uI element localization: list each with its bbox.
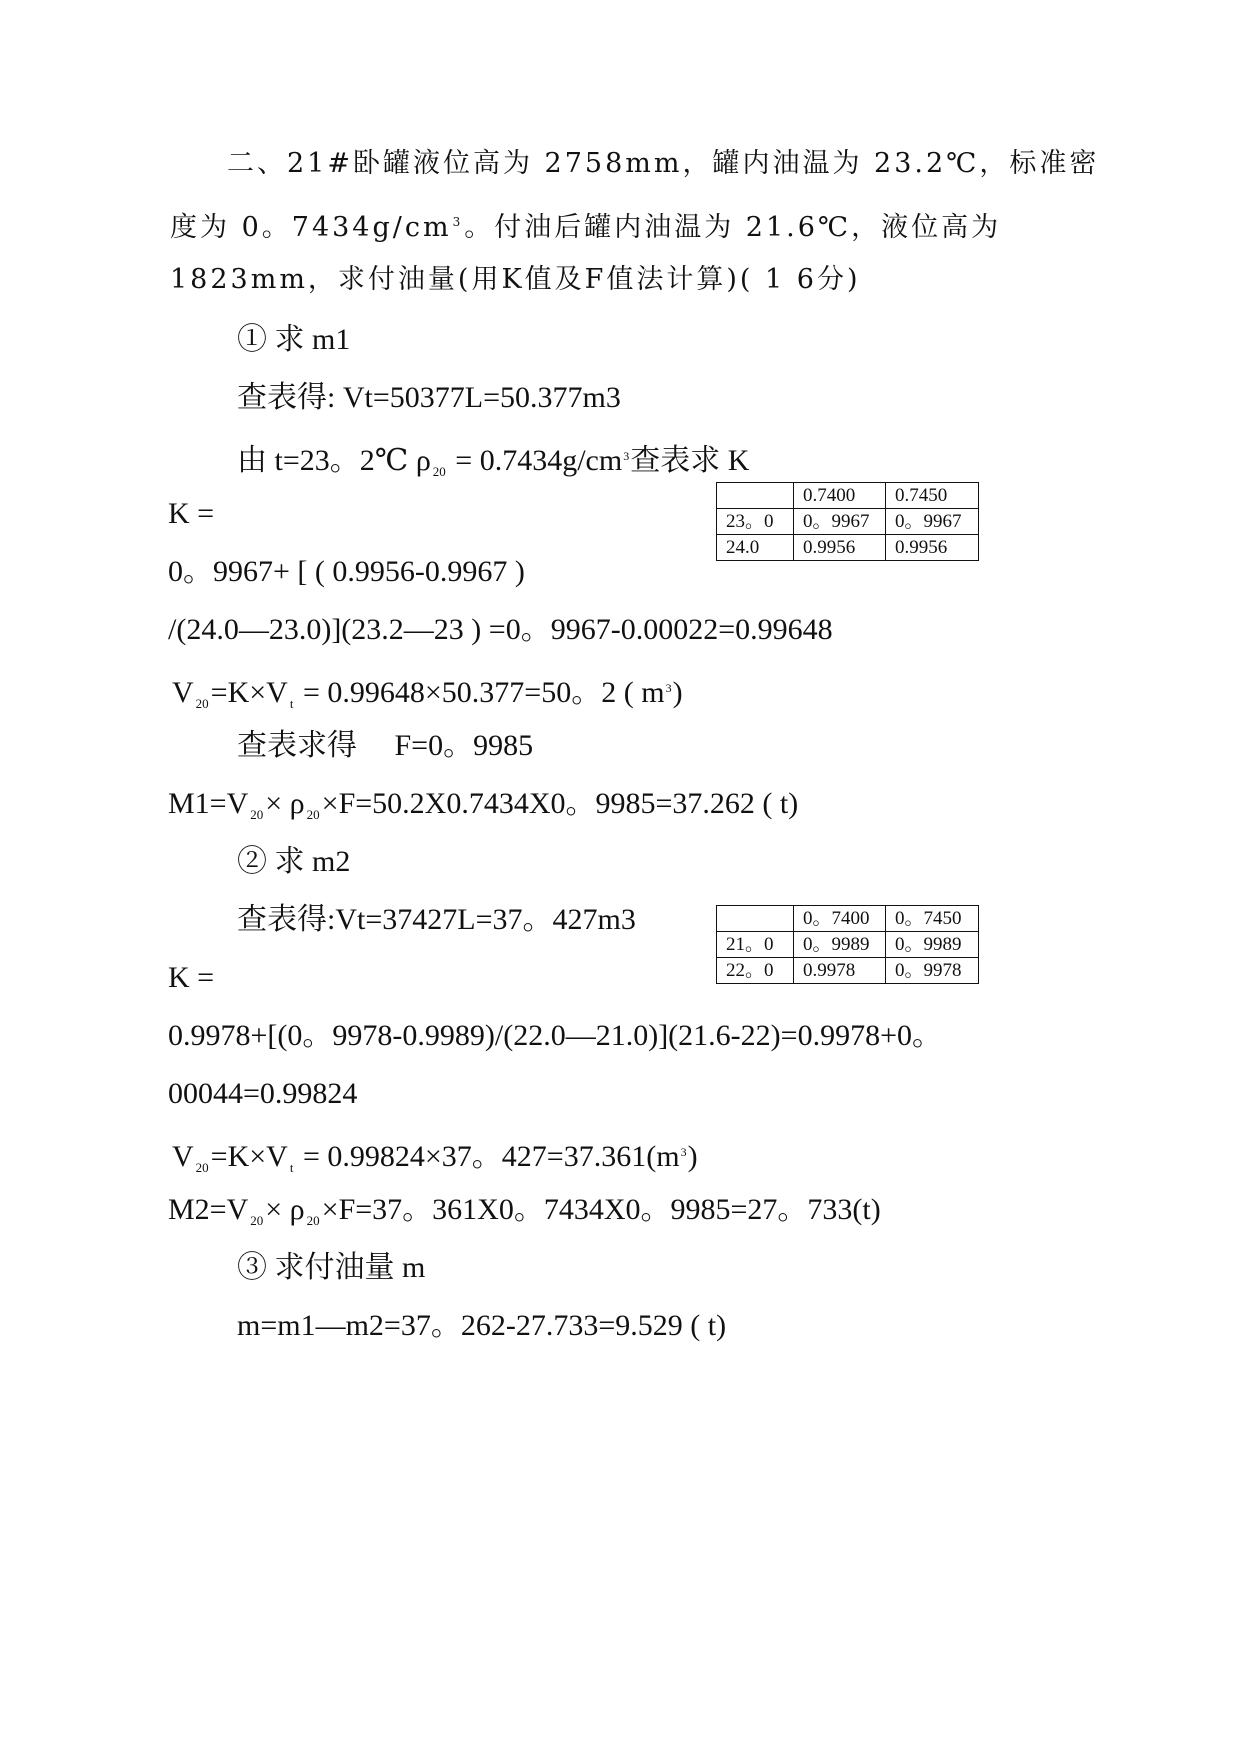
table-header-row <box>717 906 979 932</box>
problem-line-2-text-b: 。付油后罐内油温为 21.6℃，液位高为 <box>464 212 1002 243</box>
subscript: 20 <box>250 807 264 822</box>
table-cell: 0。9989 <box>886 932 979 958</box>
table-cell: 21。0 <box>717 932 794 958</box>
m2-text-c: ×F=37。361X0。7434X0。9985=27。733(t) <box>321 1193 881 1226</box>
table-cell: 0。9989 <box>794 932 886 958</box>
step2-lookup: 查表得:Vt=37427L=37。427m3 <box>237 903 636 936</box>
superscript: 3 <box>452 215 464 229</box>
m1-text-a: M1=V <box>168 787 249 820</box>
m2-text-b: × ρ <box>265 1193 305 1226</box>
v20-text-c: = 0.99648×50.377=50。2 ( m <box>295 676 665 709</box>
table-cell: 23。0 <box>717 509 794 535</box>
step3-heading: ③ 求付油量 m <box>237 1251 426 1284</box>
table-header-row <box>717 483 979 509</box>
subscript: 20 <box>250 1213 264 1228</box>
problem-line-3: 1823mm，求付油量(用K值及F值法计算)( 1 6分) <box>170 264 861 295</box>
v20-text-b: =K×V <box>210 676 288 709</box>
k-query-text-c: 查表求 K <box>630 444 750 477</box>
k-query-text-b: = 0.7434g/cm <box>447 444 623 477</box>
step1-k-calc-1: 0。9967+ [ ( 0.9956-0.9967 ) <box>168 555 525 588</box>
k-lookup-table-1 <box>716 482 979 561</box>
table-cell: 0.7400 <box>794 483 886 509</box>
subscript: 20 <box>306 1213 320 1228</box>
step2-v20 <box>172 1134 698 1186</box>
v20-text-a: V <box>172 676 194 709</box>
step2-heading: ② 求 m2 <box>237 845 351 878</box>
k-lookup-table-2 <box>716 905 979 984</box>
step1-lookup: 查表得: Vt=50377L=50.377m3 <box>237 381 621 414</box>
step2-k-label: K = <box>168 961 215 994</box>
table-cell: 0.9978 <box>794 958 886 984</box>
m2-text-a: M2=V <box>168 1193 249 1226</box>
table-row <box>717 932 979 958</box>
step1-v20 <box>172 670 683 722</box>
problem-line-2-text-a: 度为 0。7434g/cm <box>170 212 452 243</box>
table-cell: 0.9956 <box>886 535 979 561</box>
v20-text-b: =K×V <box>210 1140 288 1173</box>
superscript: 3 <box>680 1145 687 1159</box>
subscript: 20 <box>306 807 320 822</box>
problem-line-1: 二、21#卧罐液位高为 2758mm，罐内油温为 23.2℃，标准密 <box>227 148 1100 179</box>
table-cell: 0。9967 <box>886 509 979 535</box>
table-cell: 0.9956 <box>794 535 886 561</box>
step1-heading: ① 求 m1 <box>237 323 351 356</box>
subscript: t <box>289 696 294 711</box>
step2-k-calc-2: 00044=0.99824 <box>168 1077 358 1110</box>
table-row <box>717 958 979 984</box>
table-cell: 22。0 <box>717 958 794 984</box>
v20-text-d: ) <box>672 676 683 709</box>
v20-text-a: V <box>172 1140 194 1173</box>
superscript: 3 <box>665 681 672 695</box>
subscript: 20 <box>195 1160 209 1175</box>
superscript: 3 <box>623 449 630 463</box>
table-cell <box>717 906 794 932</box>
table-cell <box>717 483 794 509</box>
table-cell: 0。7400 <box>794 906 886 932</box>
table-row <box>717 535 979 561</box>
step1-k-label: K = <box>168 497 215 530</box>
table-cell: 0。7450 <box>886 906 979 932</box>
k-query-text-a: 由 t=23。2℃ ρ <box>237 444 431 477</box>
step1-m1 <box>168 786 798 833</box>
table-row <box>717 509 979 535</box>
step3-result: m=m1—m2=37。262-27.733=9.529 ( t) <box>237 1309 727 1342</box>
step2-k-calc-1: 0.9978+[(0。9978-0.9989)/(22.0—21.0)](21.6-22)=0.9978+0。 <box>168 1019 942 1052</box>
table-cell: 0。9967 <box>794 509 886 535</box>
m1-text-b: × ρ <box>265 787 305 820</box>
table-cell: 0.7450 <box>886 483 979 509</box>
table-cell: 24.0 <box>717 535 794 561</box>
subscript: 20 <box>195 696 209 711</box>
table-cell: 0。9978 <box>886 958 979 984</box>
problem-line-2 <box>170 204 1001 246</box>
step2-m2 <box>168 1192 881 1239</box>
step1-k-query <box>237 438 749 490</box>
step1-k-calc-2: /(24.0—23.0)](23.2—23 ) =0。9967-0.00022=0.99648 <box>168 613 833 646</box>
step1-f-lookup: 查表求得 F=0。9985 <box>237 729 534 762</box>
v20-text-d: ) <box>687 1140 698 1173</box>
subscript: t <box>289 1160 294 1175</box>
m1-text-c: ×F=50.2X0.7434X0。9985=37.262 ( t) <box>321 787 799 820</box>
v20-text-c: = 0.99824×37。427=37.361(m <box>295 1140 680 1173</box>
subscript: 20 <box>432 464 446 479</box>
